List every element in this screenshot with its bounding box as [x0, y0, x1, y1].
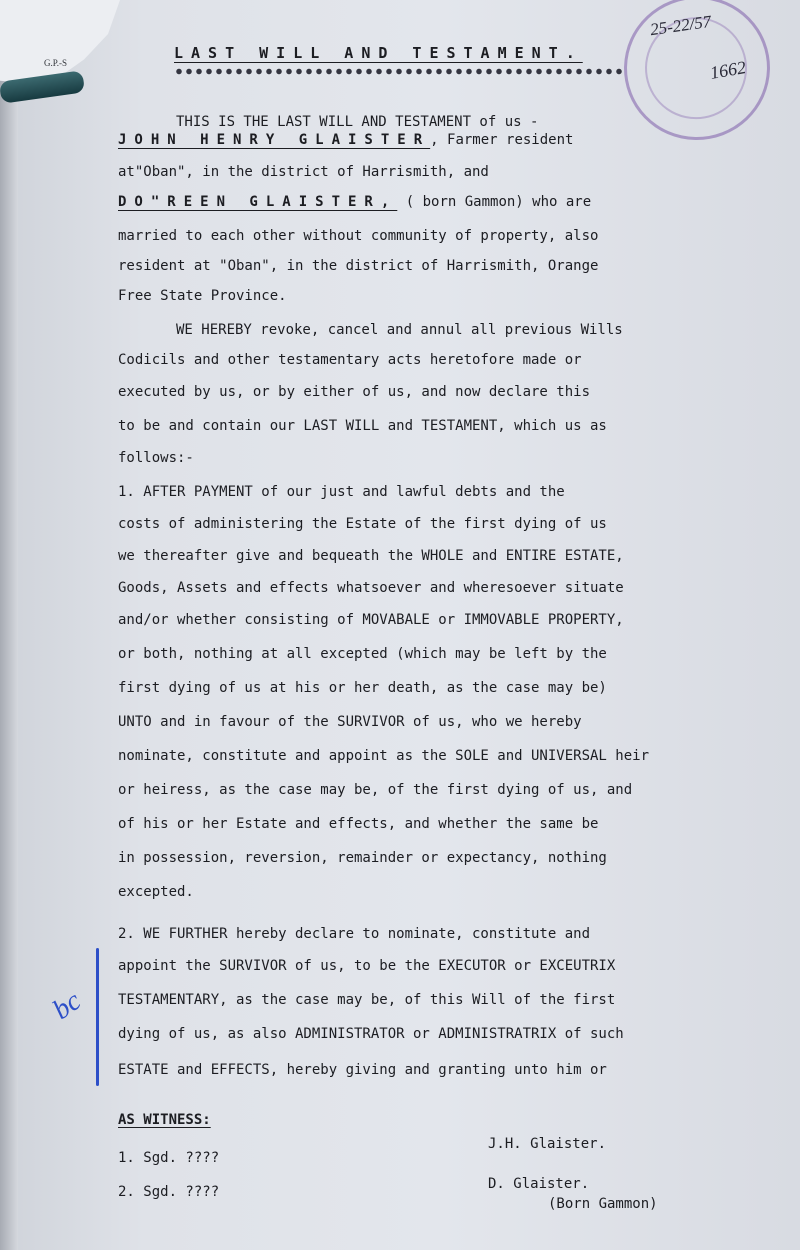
clause-2-line-2: appoint the SURVIVOR of us, to be the EXECUTOR or EXCEUTRIX	[118, 958, 616, 974]
signatory-2: D. Glaister.	[488, 1176, 590, 1192]
paragraph-1-line-3: at"Oban", in the district of Harrismith, and	[118, 164, 489, 180]
clause-2-line-3: TESTAMENTARY, as the case may be, of this Will of the first	[118, 992, 616, 1008]
clause-1-line-8: UNTO and in favour of the SURVIVOR of us, who we hereby	[118, 714, 582, 730]
clause-1-line-5: and/or whether consisting of MOVABALE or IMMOVABLE PROPERTY,	[118, 612, 624, 628]
gps-mark: G.P.-S	[44, 58, 68, 68]
paragraph-2-line-2: Codicils and other testamentary acts heretofore made or	[118, 352, 582, 368]
testator-name-2: DO"REEN GLAISTER,	[118, 194, 398, 210]
paragraph-1-line-5: married to each other without community of property, also	[118, 228, 599, 244]
title-underline-rule	[174, 68, 624, 75]
clause-1-line-12: in possession, reversion, remainder or expectancy, nothing	[118, 850, 607, 866]
paragraph-2-line-1: WE HEREBY revoke, cancel and annul all previous Wills	[176, 322, 623, 338]
paragraph-2-line-5: follows:-	[118, 450, 194, 466]
clause-2-line-4: dying of us, as also ADMINISTRATOR or ADMINISTRATRIX of such	[118, 1026, 624, 1042]
document-title: LAST WILL AND TESTAMENT.	[174, 44, 583, 62]
paragraph-1-line-4-tail: ( born Gammon) who are	[397, 194, 592, 210]
page-left-edge	[0, 0, 18, 1250]
clause-1-line-1: 1. AFTER PAYMENT of our just and lawful debts and the	[118, 484, 565, 500]
paragraph-1-line-2-tail: , Farmer resident	[430, 132, 574, 148]
clause-1-line-7: first dying of us at his or her death, as the case may be)	[118, 680, 607, 696]
paragraph-1-line-6: resident at "Oban", in the district of Harrismith, Orange	[118, 258, 599, 274]
margin-vertical-line	[96, 948, 99, 1086]
witness-2-line: 2. Sgd. ????	[118, 1184, 220, 1200]
file-number: 1662	[708, 57, 748, 83]
clause-1-line-4: Goods, Assets and effects whatsoever and wheresoever situate	[118, 580, 624, 596]
paragraph-2-line-3: executed by us, or by either of us, and now declare this	[118, 384, 591, 400]
margin-initials: bc	[47, 985, 87, 1026]
clause-1-line-9: nominate, constitute and appoint as the SOLE and UNIVERSAL heir	[118, 748, 650, 764]
clause-1-line-13: excepted.	[118, 884, 194, 900]
witness-1-line: 1. Sgd. ????	[118, 1150, 220, 1166]
clause-1-line-10: or heiress, as the case may be, of the first dying of us, and	[118, 782, 633, 798]
clause-1-line-3: we thereafter give and bequeath the WHOLE and ENTIRE ESTATE,	[118, 548, 624, 564]
clause-2-line-5: ESTATE and EFFECTS, hereby giving and granting unto him or	[118, 1062, 607, 1078]
testator-name-1: JOHN HENRY GLAISTER	[118, 132, 431, 148]
witness-heading: AS WITNESS:	[118, 1112, 211, 1128]
signatory-2-note: (Born Gammon)	[548, 1196, 658, 1212]
signatory-1: J.H. Glaister.	[488, 1136, 607, 1152]
reference-number: 25-22/57	[648, 11, 713, 40]
clause-1-line-2: costs of administering the Estate of the first dying of us	[118, 516, 607, 532]
clause-2-line-1: 2. WE FURTHER hereby declare to nominate, constitute and	[118, 926, 591, 942]
paragraph-1-line-2	[118, 132, 573, 148]
paragraph-1-line-7: Free State Province.	[118, 288, 287, 304]
paragraph-1-line-1: THIS IS THE LAST WILL AND TESTAMENT of us -	[176, 114, 539, 130]
clause-1-line-6: or both, nothing at all excepted (which may be left by the	[118, 646, 607, 662]
paragraph-2-line-4: to be and contain our LAST WILL and TESTAMENT, which us as	[118, 418, 607, 434]
clause-1-line-11: of his or her Estate and effects, and whether the same be	[118, 816, 599, 832]
paragraph-1-line-4	[118, 194, 591, 210]
